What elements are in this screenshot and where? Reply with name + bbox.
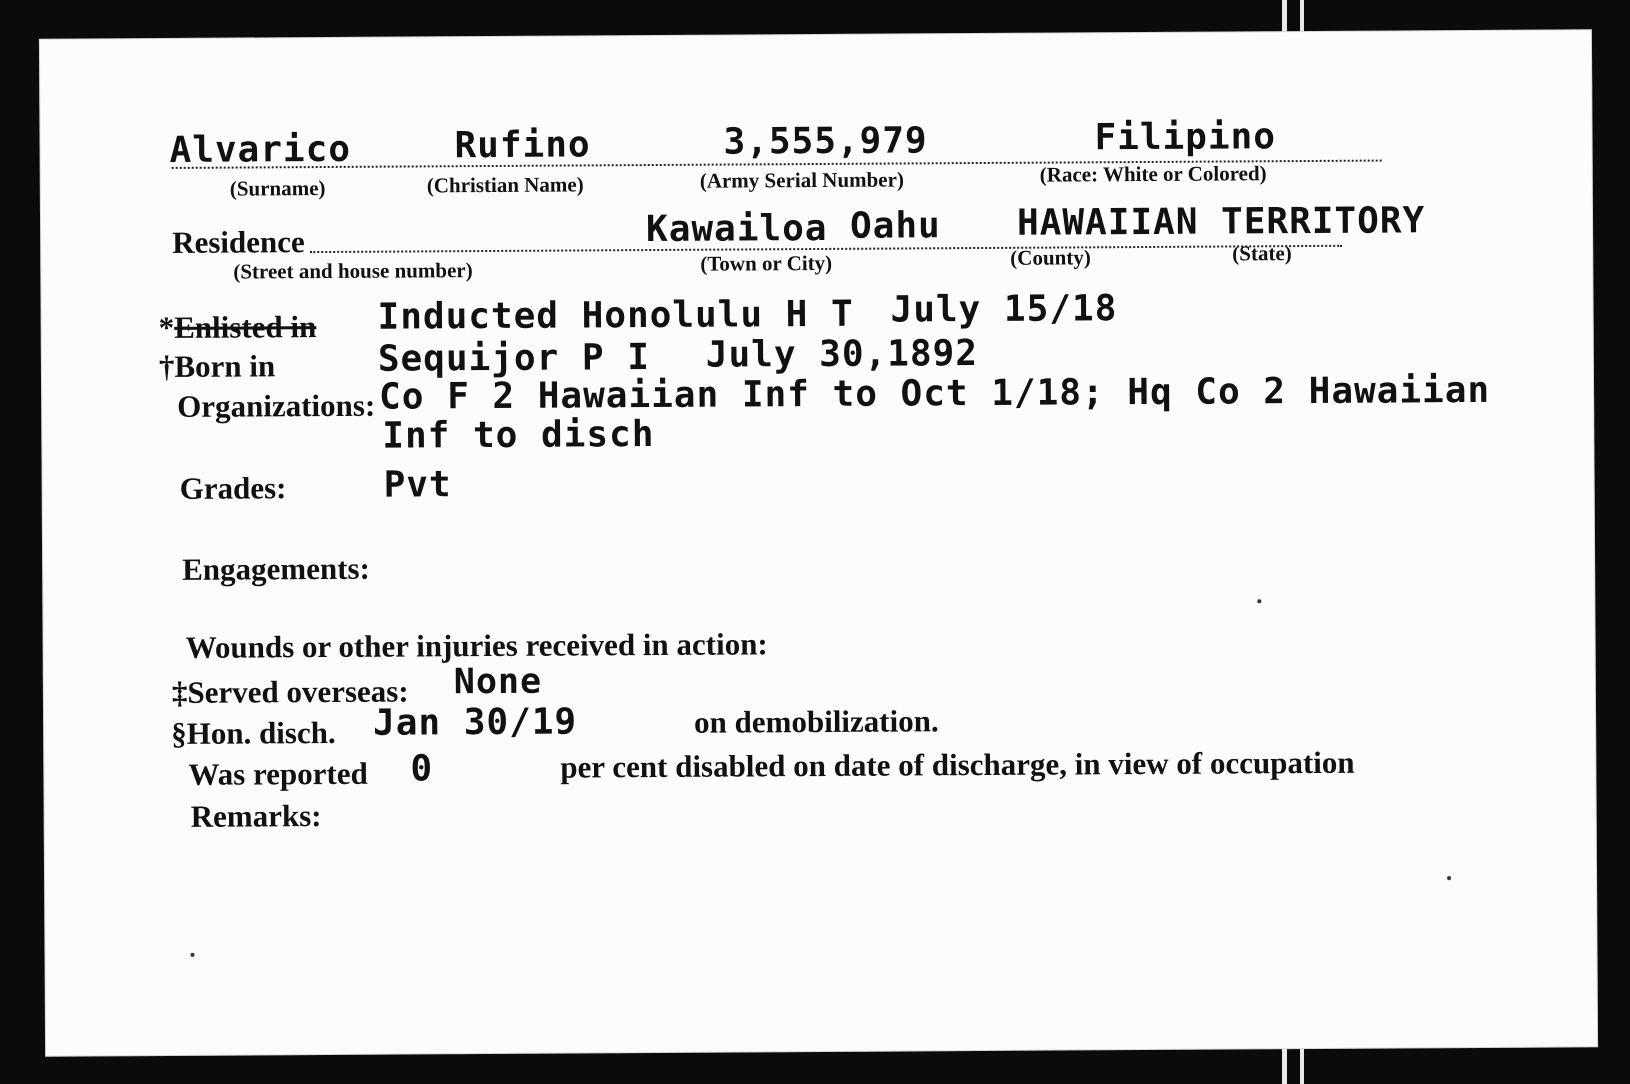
grades-value: Pvt	[383, 464, 452, 506]
served-overseas-label: Served overseas:	[187, 673, 409, 710]
top-edge-mark	[1300, 0, 1304, 32]
organizations-line-1: Co F 2 Hawaiian Inf to Oct 1/18; Hq Co 2 Hawaiian	[378, 369, 1491, 418]
county-label: (County)	[1010, 245, 1091, 270]
christian-name-value: Rufino	[454, 124, 591, 167]
enlisted-prefix: *	[158, 309, 175, 346]
top-edge-mark	[1282, 0, 1287, 32]
bottom-edge-mark	[1282, 1048, 1287, 1084]
bottom-edge-mark	[1300, 1048, 1304, 1084]
race-label: (Race: White or Colored)	[1039, 161, 1267, 187]
engagements-label: Engagements:	[182, 550, 370, 587]
hon-disch-line-label	[171, 715, 336, 752]
army-serial-number-label: (Army Serial Number)	[699, 167, 904, 193]
race-value: Filipino	[1094, 116, 1277, 159]
residence-county-value: Oahu	[849, 205, 941, 247]
residence-town-value: Kawailoa	[645, 207, 828, 251]
was-reported-value: 0	[410, 748, 434, 790]
organizations-label: Organizations:	[177, 387, 376, 424]
born-prefix: †	[158, 348, 175, 385]
was-reported-suffix: per cent disabled on date of discharge, in view of occupation	[560, 744, 1355, 785]
surname-value: Alvarico	[169, 128, 352, 171]
enlisted-value: Inducted Honolulu H T	[377, 293, 854, 338]
wounds-label: Wounds or other injuries received in action:	[185, 626, 768, 665]
born-place-value: Sequijor P I	[377, 337, 651, 380]
hon-disch-value: Jan 30/19	[372, 701, 578, 744]
organizations-line-2: Inf to disch	[382, 414, 655, 457]
military-service-card	[39, 29, 1598, 1056]
christian-name-label: (Christian Name)	[426, 172, 584, 198]
scan-speck	[1257, 599, 1261, 603]
enlisted-label: Enlisted in	[174, 309, 317, 345]
remarks-label: Remarks:	[190, 798, 322, 834]
scan-speck	[1447, 876, 1451, 880]
born-date-value: July 30,1892	[705, 333, 979, 376]
born-label: Born in	[174, 348, 276, 384]
scan-speck	[190, 953, 194, 957]
hon-disch-suffix: on demobilization.	[693, 703, 939, 740]
born-line-label	[159, 348, 275, 385]
town-label: (Town or City)	[700, 250, 833, 276]
hon-disch-label: Hon. disch.	[186, 714, 336, 751]
residence-state-value: HAWAIIAN TERRITORY	[1016, 200, 1426, 244]
state-label: (State)	[1232, 241, 1292, 266]
hon-disch-prefix: §	[171, 715, 187, 751]
residence-label: Residence	[172, 224, 305, 260]
was-reported-label: Was reported	[188, 755, 368, 792]
army-serial-number-value: 3,555,979	[723, 120, 928, 163]
served-overseas-value: None	[453, 661, 543, 703]
enlisted-date: July 15/18	[890, 288, 1118, 331]
served-overseas-prefix: ‡	[171, 674, 188, 710]
street-label: (Street and house number)	[233, 258, 473, 284]
surname-label: (Surname)	[229, 176, 326, 201]
enlisted-line-label	[159, 309, 317, 346]
grades-label: Grades:	[179, 470, 287, 506]
